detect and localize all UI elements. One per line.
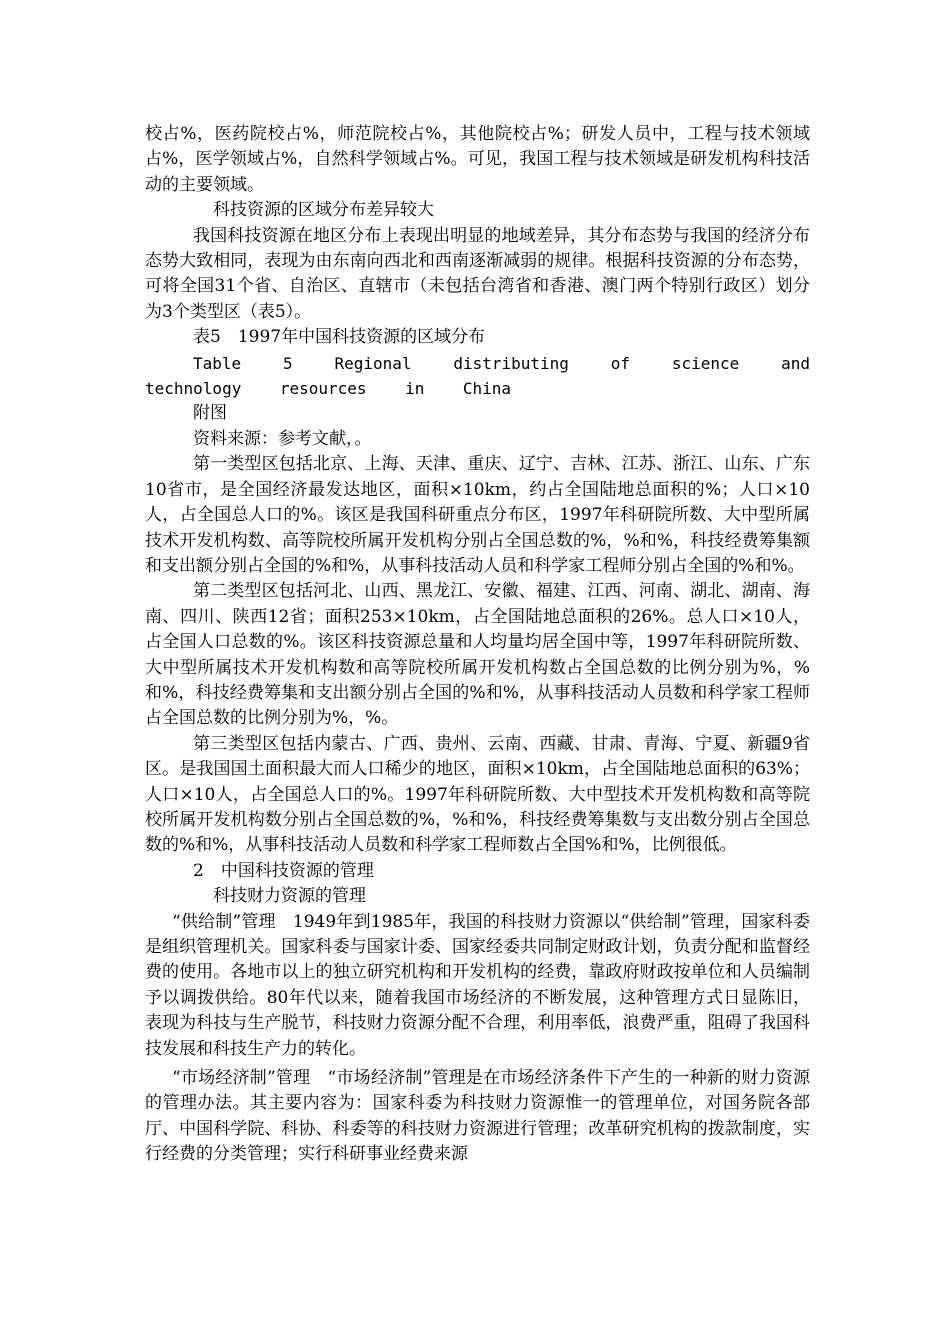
paragraph-regional-intro: 我国科技资源在地区分布上表现出明显的地域差异，其分布态势与我国的经济分布态势大致相同，表现为由东南向西北和西南逐渐减弱的规律。根据科技资源的分布态势，可将全国31个省、自治区、直辖市（未包括台湾省和香港、澳门两个特别行政区）划分为3个类型区（表5）。 [145, 225, 810, 322]
section-heading-management: 2 中国科技资源的管理 [193, 860, 374, 881]
paragraph-type-three-region: 第三类型区包括内蒙古、广西、贵州、云南、西藏、甘肃、青海、宁夏、新疆9省区。是我国国土面积最大而人口稀少的地区，面积×10km，占全国陆地总面积的63%；人口×10人，占全国总人口的%。1997年科研院所数、大中型技术开发机构数和高等院校所属开发机构数分别占全国总数的%，%和%，科技经费筹集数与支出数分别占全国总数的%和%，从事科技活动人员数和科学家工程师数占全国%和%，比例很低。 [145, 733, 810, 856]
subheading-regional-distribution: 科技资源的区域分布差异较大 [213, 200, 434, 221]
subheading-financial-resources: 科技财力资源的管理 [213, 886, 366, 907]
paragraph-type-two-region: 第二类型区包括河北、山西、黑龙江、安徽、福建、江西、河南、湖北、湖南、海南、四川、陕西12省；面积253×10km，占全国陆地总面积的26%。总人口×10人，占全国人口总数的%。该区科技资源总量和人均量均居全国中等，1997年科研院所数、大中型所属技术开发机构数和高等院校所属开发机构数占全国总数的比例分别为%，%和%，科技经费筹集和支出额分别占全国的%和%，从事科技活动人员数和科学家工程师占全国总数的比例分别为%，%。 [145, 581, 810, 729]
table-caption-en-line1: Table 5 Regional distributing of science and [193, 353, 810, 373]
paragraph-market-system: “市场经济制”管理 “市场经济制”管理是在市场经济条件下产生的一种新的财力资源的管理办法。其主要内容为：国家科委为科技财力资源惟一的管理单位，对国务院各部厅、中国科学院、科协、科委等的科技财力资源进行管理；改革研究机构的拨款制度，实行经费的分类管理；实行科研事业经费来源 [145, 1068, 810, 1165]
table-caption-cn: 表5 1997年中国科技资源的区域分布 [193, 327, 486, 348]
document-body [145, 122, 810, 1168]
source-note: 资料来源：参考文献，。 [193, 428, 372, 449]
figure-placeholder: 附图 [193, 403, 227, 424]
table-caption-en-line2: technology resources in China [145, 379, 512, 399]
paragraph-type-one-region: 第一类型区包括北京、上海、天津、重庆、辽宁、吉林、江苏、浙江、山东、广东10省市，是全国经济最发达地区，面积×10km，约占全国陆地总面积的%；人口×10人，占全国总人口的%。该区是我国科研重点分布区，1997年科研院所数、大中型所属技术开发机构数、高等院校所属开发机构分别占全国总数的%，%和%，科技经费筹集额和支出额分别占全国的%和%，从事科技活动人员和科学家工程师分别占全国的%和%。 [145, 454, 810, 576]
paragraph-continuation: 校占%，医药院校占%，师范院校占%，其他院校占%；研发人员中，工程与技术领域占%，医学领域占%，自然科学领域占%。可见，我国工程与技术领域是研发机构科技活动的主要领域。 [145, 124, 810, 195]
paragraph-supply-system: “供给制”管理 1949年到1985年，我国的科技财力资源以“供给制”管理，国家科委是组织管理机关。国家科委与国家计委、国家经委共同制定财政计划，负责分配和监督经费的使用。各地市以上的独立研究机构和开发机构的经费，靠政府财政按单位和人员编制予以调拨供给。80年代以来，随着我国市场经济的不断发展，这种管理方式日显陈旧，表现为科技与生产脱节，科技财力资源分配不合理，利用率低，浪费严重，阻碍了我国科技发展和科技生产力的转化。 [145, 911, 810, 1059]
